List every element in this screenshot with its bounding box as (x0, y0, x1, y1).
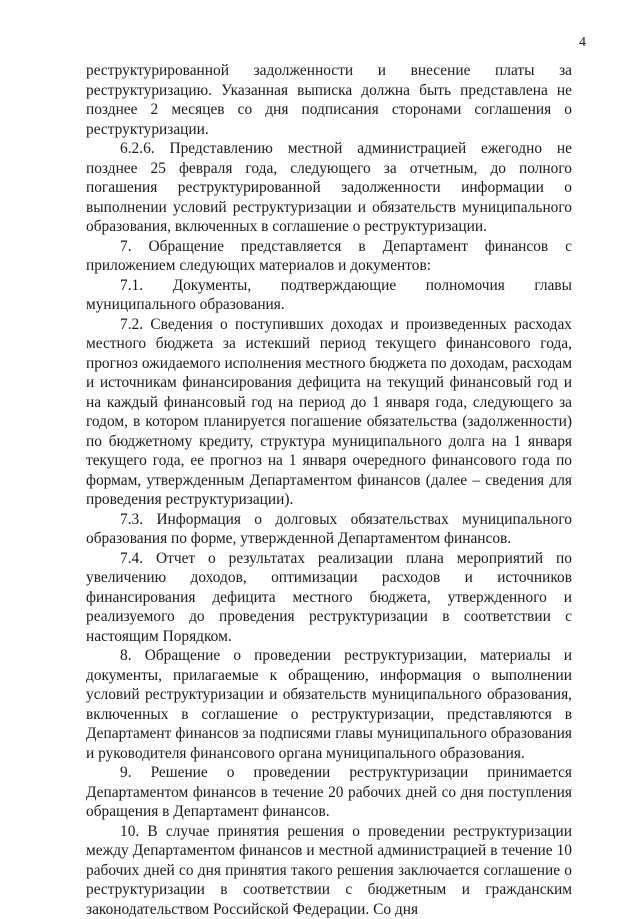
document-body (86, 61, 572, 919)
paragraph-continuation: реструктурированной задолженности и внесение платы за реструктуризацию. Указанная выписка должна быть представлена не позднее 2 месяцев со дня подписания сторонами соглашения о реструктуризации. (86, 61, 572, 139)
page-number: 4 (556, 35, 586, 51)
paragraph-7: 7. Обращение представляется в Департамент финансов с приложением следующих материалов и документов: (86, 237, 572, 276)
paragraph-8: 8. Обращение о проведении реструктуризации, материалы и документы, прилагаемые к обращению, информация о выполнении условий реструктуризации и обязательств муниципального образования, включенных в соглашение о реструктуризации, представляются в Департамент финансов за подписями главы муниципального образования и руководителя финансового органа муниципального образования. (86, 646, 572, 763)
paragraph-7-4: 7.4. Отчет о результатах реализации плана мероприятий по увеличению доходов, оптимизации расходов и источников финансирования дефицита местного бюджета, утвержденного и реализуемого до проведения реструктуризации в соответствии с настоящим Порядком. (86, 549, 572, 647)
paragraph-7-3: 7.3. Информация о долговых обязательствах муниципального образования по форме, утвержденной Департаментом финансов. (86, 510, 572, 549)
paragraph-7-2: 7.2. Сведения о поступивших доходах и произведенных расходах местного бюджета за истекший период текущего финансового года, прогноз ожидаемого исполнения местного бюджета по доходам, расходам и источникам финансирования дефицита на текущий финансовый год и на каждый финансовый год на период до 1 января года, следующего за годом, в котором планируется погашение обязательства (задолженности) по бюджетному кредиту, структура муниципального долга на 1 января текущего года, ее прогноз на 1 января очередного финансового года по формам, утвержденным Департаментом финансов (далее – сведения для проведения реструктуризации). (86, 315, 572, 510)
paragraph-9: 9. Решение о проведении реструктуризации принимается Департаментом финансов в течение 20 рабочих дней со дня поступления обращения в Департамент финансов. (86, 763, 572, 822)
paragraph-10: 10. В случае принятия решения о проведении реструктуризации между Департаментом финансов и местной администрацией в течение 10 рабочих дней со дня принятия такого решения заключается соглашение о реструктуризации в соответствии с бюджетным и гражданским законодательством Российской Федерации. Со дня (86, 822, 572, 919)
paragraph-7-1: 7.1. Документы, подтверждающие полномочия главы муниципального образования. (86, 276, 572, 315)
paragraph-6-2-6: 6.2.6. Представлению местной администрацией ежегодно не позднее 25 февраля года, следующего за отчетным, до полного погашения реструктурированной задолженности информации о выполнении условий реструктуризации и обязательств муниципального образования, включенных в соглашение о реструктуризации. (86, 139, 572, 237)
